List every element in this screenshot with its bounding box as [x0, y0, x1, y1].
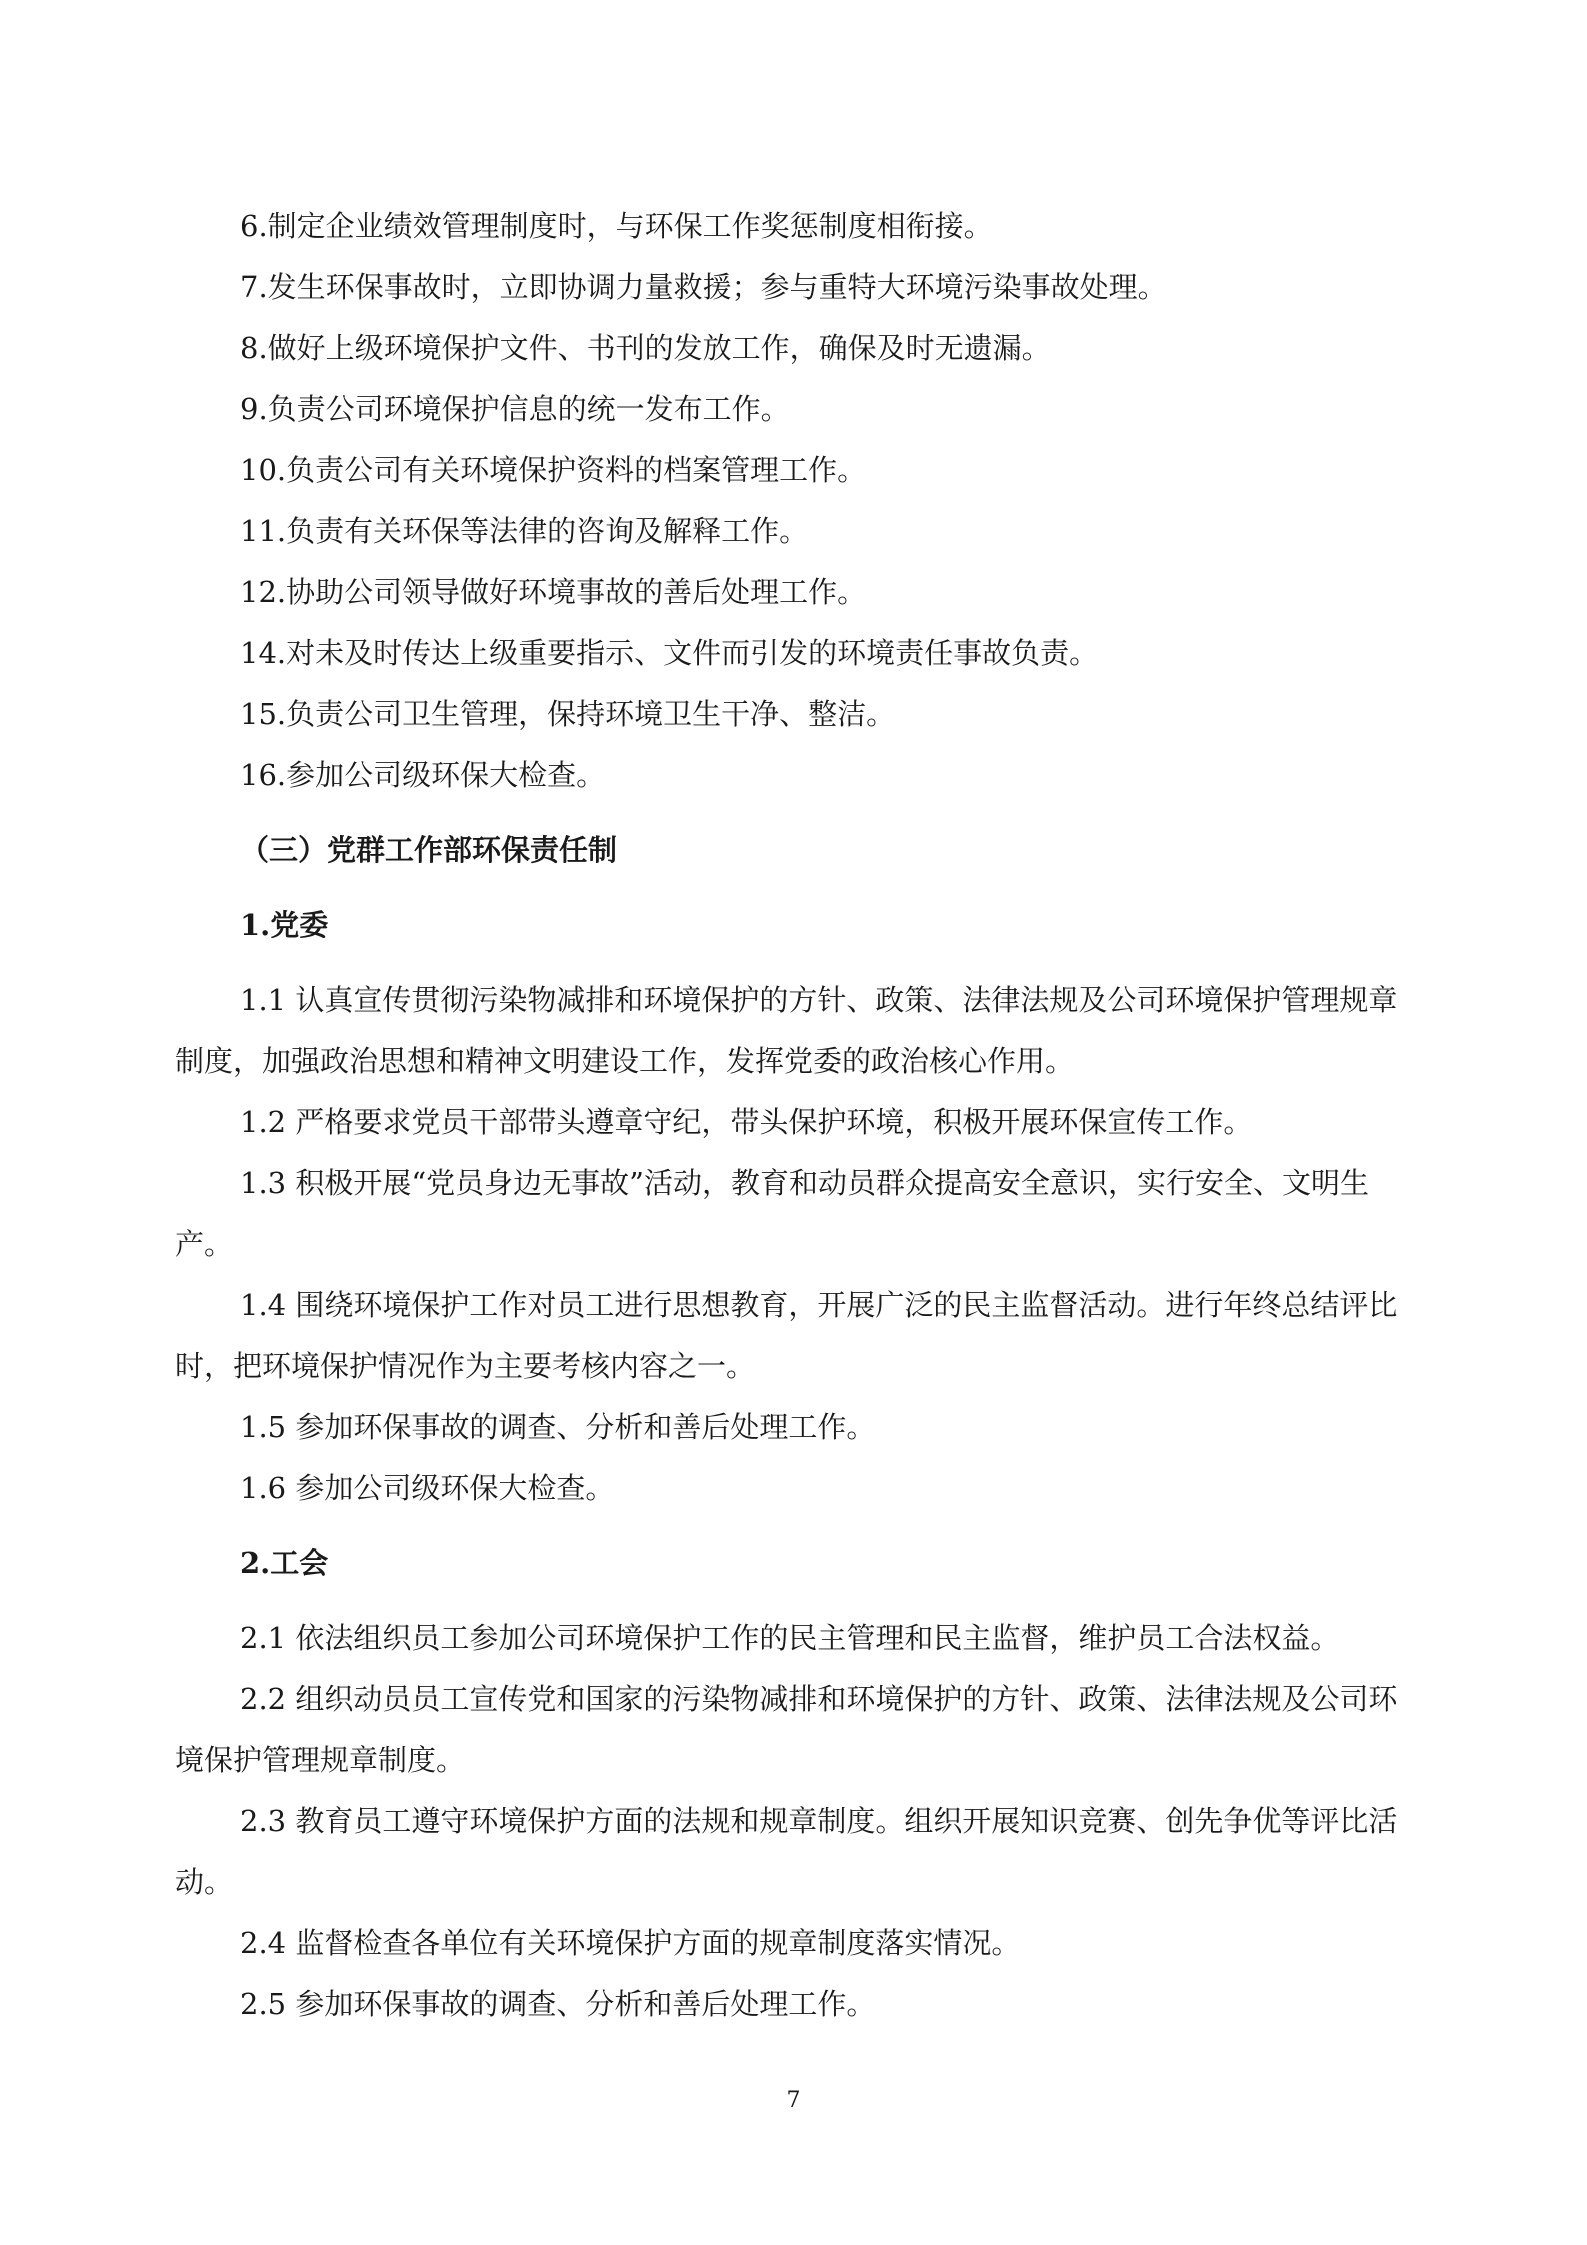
union-list: [175, 1608, 1415, 2035]
list-item: 11.负责有关环保等法律的咨询及解释工作。: [240, 514, 809, 548]
list-item: 1.5 参加环保事故的调查、分析和善后处理工作。: [240, 1410, 876, 1444]
list-item: 2.4 监督检查各单位有关环境保护方面的规章制度落实情况。: [240, 1926, 1021, 1960]
party-list: [175, 970, 1415, 1519]
list-item: 2.3 教育员工遵守环境保护方面的法规和规章制度。组织开展知识竞赛、创先争优等评比活动。: [175, 1804, 1398, 1899]
list-item: 1.6 参加公司级环保大检查。: [240, 1471, 615, 1505]
list-item: 15.负责公司卫生管理，保持环境卫生干净、整洁。: [240, 697, 896, 731]
list-item: 16.参加公司级环保大检查。: [240, 758, 606, 792]
list-item: 1.2 严格要求党员干部带头遵章守纪，带头保护环境，积极开展环保宣传工作。: [240, 1105, 1253, 1139]
union-heading: 2.工会: [240, 1546, 329, 1580]
list-item: 1.4 围绕环境保护工作对员工进行思想教育，开展广泛的民主监督活动。进行年终总结评比时，把环境保护情况作为主要考核内容之一。: [175, 1288, 1398, 1383]
page-number: 7: [786, 2088, 801, 2113]
list-item: 12.协助公司领导做好环境事故的善后处理工作。: [240, 575, 867, 609]
list-item: 2.1 依法组织员工参加公司环境保护工作的民主管理和民主监督，维护员工合法权益。: [240, 1621, 1340, 1655]
page-content: [175, 196, 1415, 2035]
party-heading: 1.党委: [240, 908, 329, 942]
list-item: 1.1 认真宣传贯彻污染物减排和环境保护的方针、政策、法律法规及公司环境保护管理规章制度，加强政治思想和精神文明建设工作，发挥党委的政治核心作用。: [175, 983, 1398, 1078]
section-heading: （三）党群工作部环保责任制: [240, 833, 618, 867]
list-item: 7.发生环保事故时，立即协调力量救援；参与重特大环境污染事故处理。: [240, 270, 1167, 304]
list-item: 14.对未及时传达上级重要指示、文件而引发的环境责任事故负责。: [240, 636, 1099, 670]
list-item: 2.2 组织动员员工宣传党和国家的污染物减排和环境保护的方针、政策、法律法规及公司环境保护管理规章制度。: [175, 1682, 1398, 1777]
list-item: 9.负责公司环境保护信息的统一发布工作。: [240, 392, 790, 426]
list-a: [175, 196, 1415, 806]
list-item: 10.负责公司有关环境保护资料的档案管理工作。: [240, 453, 867, 487]
list-item: 8.做好上级环境保护文件、书刊的发放工作，确保及时无遗漏。: [240, 331, 1051, 365]
list-item: 6.制定企业绩效管理制度时，与环保工作奖惩制度相衔接。: [240, 209, 993, 243]
list-item: 1.3 积极开展“党员身边无事故”活动，教育和动员群众提高安全意识，实行安全、文明生产。: [175, 1166, 1369, 1261]
list-item: 2.5 参加环保事故的调查、分析和善后处理工作。: [240, 1987, 876, 2021]
